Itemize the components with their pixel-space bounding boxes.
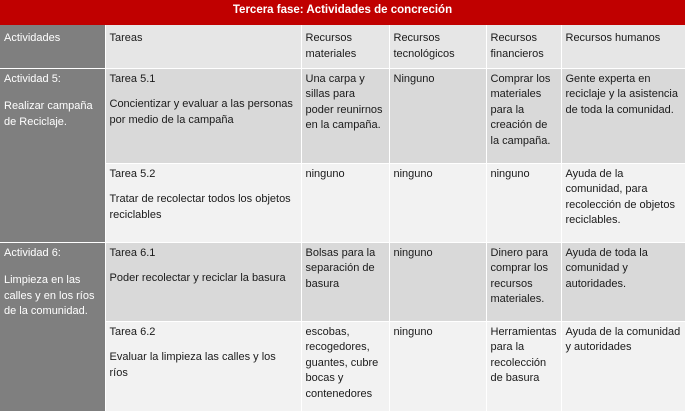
header-recursos-financieros: Recursos financieros <box>486 25 561 68</box>
task-cell <box>105 321 301 411</box>
activity-name: Actividad 5: <box>4 72 61 85</box>
task-text: Evaluar la limpieza las calles y los ríos <box>109 351 276 379</box>
header-recursos-materiales: Recursos materiales <box>301 25 389 68</box>
activity-description: Realizar campaña de Reciclaje. <box>4 100 93 128</box>
materiales-cell: Bolsas para la separación de basura <box>301 242 389 321</box>
header-recursos-humanos: Recursos humanos <box>561 25 685 68</box>
humanos-cell: Ayuda de la comunidad, para recolección de objetos reciclables. <box>561 163 685 242</box>
header-actividades: Actividades <box>0 25 105 68</box>
materiales-cell: escobas, recogedores, guantes, cubre bocas y contenedores <box>301 321 389 411</box>
materiales-cell: ninguno <box>301 163 389 242</box>
table-row <box>0 68 685 163</box>
financieros-cell: ninguno <box>486 163 561 242</box>
header-tareas: Tareas <box>105 25 301 68</box>
humanos-cell: Gente experta en reciclaje y la asistencia de toda la comunidad. <box>561 68 685 163</box>
task-id: Tarea 5.1 <box>109 72 156 85</box>
table-title: Tercera fase: Actividades de concreción <box>0 0 685 25</box>
header-recursos-tecnologicos: Recursos tecnológicos <box>389 25 486 68</box>
activity-description: Limpieza en las calles y en los ríos de la comunidad. <box>4 274 95 318</box>
header-row <box>0 25 685 68</box>
tecnologicos-cell: Ninguno <box>389 68 486 163</box>
financieros-cell: Comprar los materiales para la creación de la campaña. <box>486 68 561 163</box>
task-text: Tratar de recolectar todos los objetos reciclables <box>109 193 291 221</box>
task-text: Concientizar y evaluar a las personas por medio de la campaña <box>109 98 293 126</box>
task-text: Poder recolectar y reciclar la basura <box>109 272 286 285</box>
table-row <box>0 242 685 321</box>
materiales-cell: Una carpa y sillas para poder reunirnos en la campaña. <box>301 68 389 163</box>
task-cell <box>105 242 301 321</box>
task-cell <box>105 68 301 163</box>
task-id: Tarea 6.1 <box>109 246 156 259</box>
task-id: Tarea 5.2 <box>109 167 156 180</box>
activities-table <box>0 25 685 412</box>
tecnologicos-cell: ninguno <box>389 163 486 242</box>
tecnologicos-cell: ninguno <box>389 242 486 321</box>
activity-cell <box>0 242 105 411</box>
humanos-cell: Ayuda de toda la comunidad y autoridades. <box>561 242 685 321</box>
financieros-cell: Herramientas para la recolección de basura <box>486 321 561 411</box>
humanos-cell: Ayuda de la comunidad y autoridades <box>561 321 685 411</box>
activity-name: Actividad 6: <box>4 246 61 259</box>
activity-cell <box>0 68 105 242</box>
task-id: Tarea 6.2 <box>109 325 156 338</box>
task-cell <box>105 163 301 242</box>
financieros-cell: Dinero para comprar los recursos materiales. <box>486 242 561 321</box>
tecnologicos-cell: ninguno <box>389 321 486 411</box>
